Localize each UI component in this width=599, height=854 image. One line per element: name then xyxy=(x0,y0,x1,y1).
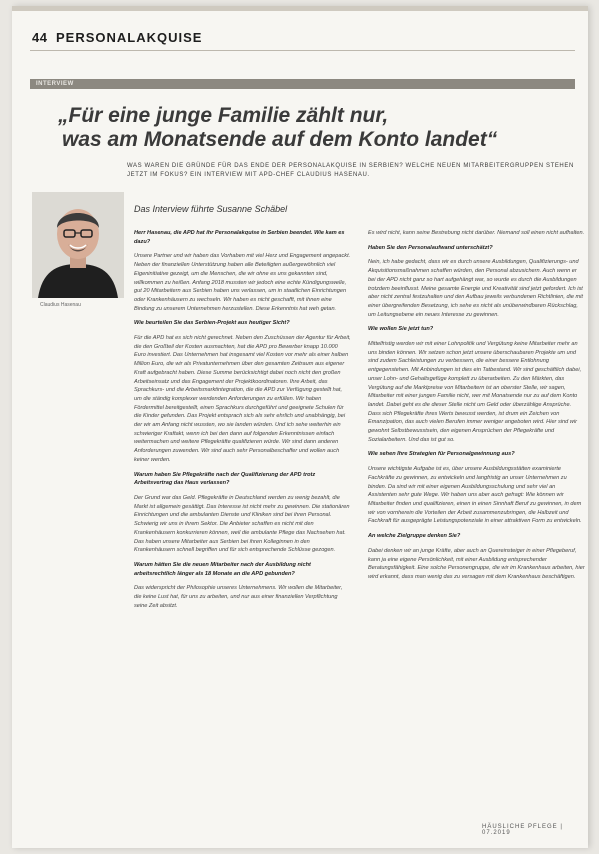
header-rule xyxy=(30,50,575,51)
answer-paragraph: Dabei denken wir an junge Kräfte, aber auch an Quereinsteiger in einer Pflegeberuf, kann ja eine eigene Persönlichkeit, mit einer Ausbildung entsprechender Beratungsfähigkeit. Eine solche Personengruppe, die wir im Krankenhaus arbeiten, hier wird erkannt, dass man wenig das zu versagen mit dem Krankenhaus beschäftigen. xyxy=(368,547,585,580)
text-column-right xyxy=(368,229,585,588)
magazine-page xyxy=(12,6,588,848)
section-tag-bar xyxy=(30,79,575,89)
page-number: 44 xyxy=(32,30,48,45)
text-column-left xyxy=(134,229,351,616)
headline-line-1: „Für eine junge Familie zählt nur, xyxy=(58,104,389,127)
question-paragraph: Warum haben Sie Pflegekräfte nach der Qualifizierung der APD trotz Arbeitsvertrag das Haus verlassen? xyxy=(134,471,316,487)
article-headline xyxy=(58,104,558,152)
top-rule xyxy=(12,6,588,11)
answer-paragraph: Unsere wichtigste Aufgabe ist es, über unsere Ausbildungsstätten examinierte Fachkräfte zu gewinnen, zu entwickeln und langfristig an unser Unternehmen zu binden. Da sind wir mit einer eigenen Ausbildungsschulung und sehr viel an Assistenten sehr gute Wege. Wir haben uns aber auch gefragt: Wie können wir Mitarbeiter finden und qualifizieren, einen in einen Sinnhaft Beruf zu gewinnen, in dem wir von vornherein die Vorteilen der Arbeit zusammenzubringen, die Halbzeit und Fachkraft für ausgeprägte Leistungspotenziale in einer attraktiven Form zu entwickeln. xyxy=(368,466,582,525)
answer-paragraph: Das widerspricht der Philosophie unseres Unternehmens. Wir wollen die Mitarbeiter, die keine Lust hat, für uns zu arbeiten, und nur aus einer finanziellen Verpflichtung seine Zeit absitzt. xyxy=(134,585,343,609)
question-paragraph: An welche Zielgruppe denken Sie? xyxy=(368,533,461,540)
question-paragraph: Haben Sie den Personalaufwand unterschätzt? xyxy=(368,244,493,251)
section-tag: INTERVIEW xyxy=(36,81,74,87)
question-paragraph: Wie wollen Sie jetzt tun? xyxy=(368,326,434,333)
article-lead: WAS WAREN DIE GRÜNDE FÜR DAS ENDE DER PERSONALAKQUISE IN SERBIEN? WELCHE NEUEN MITARBEITERGRUPPEN STEHEN JETZT IM FOKUS? EIN INTERVIEW MIT APD-CHEF CLAUDIUS HASENAU. xyxy=(127,163,574,178)
answer-paragraph: Es wird nicht, kann seine Bestrebung nicht darüber. Niemand soll einen nicht aufhalten. xyxy=(368,230,585,236)
headline-line-2: was am Monatsende auf dem Konto landet“ xyxy=(62,128,498,151)
section-title: PERSONALAKQUISE xyxy=(56,30,203,45)
question-paragraph: Wie sehen Ihre Strategien für Personalgewinnung aus? xyxy=(368,451,515,458)
interview-byline: Das Interview führte Susanne Schäbel xyxy=(134,204,288,214)
answer-paragraph: Für die APD hat es sich nicht gerechnet. Neben den Zuschüssen der Agentur für Arbeit, die den Großteil der Kosten ausmachten, hat die APD pro Bewerber knapp 10.000 Euro investiert. Das Unternehmen hat insgesamt viel Kosten vor mehr als einer halben Million Euro, die wir als Privatunternehmen über den gesamten Zeitraum aus eigener Kraft aufgebracht haben. Diese Summe berücksichtigt dabei noch nicht den großen Arbeitseinsatz und das Engagement der Projektkoordinatoren. Ihre Arbeit, das Sprachkurs- und die Arbeitsmarktintegration, die die APD zur Verfügung gestellt hat, um die ständig komplexer werdenden Anforderungen zu erfüllen. Wir haben Fördermittel bereitgestellt, einen Sprachkurs durchgeführt und geeignete Schulen für die Kinder gefunden. Das Projekt entsprach sich als sehr ehrlich und unabhängig, bei der wir am Anfang nicht wussten, wo sie landen würden. Und ich sehe weiterhin ein schwieriger Kraftakt, wenn ich bei den dann auf folgenden Erkenntnissen einfach weitermachen und weitere Pflegekräfte qualifizieren würde. Wir sind dann anderen Anforderungen zuwenden. Wir sind auch sehr Personalbeschaffer und wollen auch keiner werden. xyxy=(134,335,351,463)
answer-paragraph: Mittelfristig werden wir mit einer Lohnpolitik und Vergütung keine Mitarbeiter mehr an uns binden können. Wir setzen schon jetzt unsere überschaubaren Projekte um und sind zudem Sachleistungen zu verbessern, die einer bessere Entlohnung entgegenstehen. Mit Anbindungen ist dies ein Tatbestand. Wir sind geschäftlich dabei, unser Lohn- und Gehaltsgefüge komplett zu überarbeiten. Zu den Märkten, das Vergütung auf die Marktpreise von Mitarbeitern ist an oberster Stelle, wir sagen, Mitarbeiter mit einer jungen Familie nicht, wer mit Monatsende nur zu auf dem Konto landet. Dabei geht es die dieser Stelle nicht um Geld oder überzählige Ansprüche. Dass sich Pflegekräfte ihres Werts bewusst werden, ist drum ein Zeichen von Emanzipation, das auch vielen Berufen immer weniger angeboten wird. Hier sind wir gewohnt Selbstbewusstsein, den eigenen Ansprüchen der Pflegekräfte und Sozialarbeitern. Und das ist gut so. xyxy=(368,341,582,443)
answer-paragraph: Unsere Partner und wir haben das Vorhaben mit viel Herz und Engagement angepackt. Neben der finanziellen Unterstützung haben alle Beteiligten außergewöhnlich viel Eigeninitiative gezeigt, um die Menschen, die wir ohne es uns gekannten sind, willkommen zu heißen. Anfang 2018 mussten wir jedoch eine echte Kündigungswelle, gut 20 Mitarbeitern aus Serbien haben uns verlassen, um in staatlichen Einrichtungen oder Krankenhäusern zu wechseln. Wir haben es nicht geschafft, mit ihnen eine Bindung zu unserem Unternehmen herzustellen. Diese Erkenntnis hat weh getan. xyxy=(134,253,351,312)
question-paragraph: Warum hätten Sie die neuen Mitarbeiter nach der Ausbildung nicht arbeitsrechtlich länger als 18 Monate an die APD gebunden? xyxy=(134,561,311,577)
answer-paragraph: Nein, ich habe gedacht, dass wir es durch unsere Ausbildungen, Qualifizierungs- und Akquisitionsmaßnahmen schaffen würden, den Personal abzusichern. Auch wenn er bei der APD nicht ganz so hart aufgehängt war, so wurde es durch die Ausbildungen trotzdem beeinflusst. Meine gesamte Energie und Kreativität sind jetzt gefordert. Ich ist aber nicht zentral festzuhalten und den Aufbau jeweils verbundenen Richtlinien, die mit einer übergreifenden Besetzung, ich sehe es nicht als unüberwindbaren Rückschlag, um Leitungsebene ein neues Interesse zu gewinnen. xyxy=(368,259,583,318)
page-footer: HÄUSLICHE PFLEGE | 07.2019 xyxy=(482,824,563,836)
question-paragraph: Wie beurteilen Sie das Serbien-Projekt aus heutiger Sicht? xyxy=(134,320,290,327)
answer-paragraph: Der Grund war das Geld. Pflegekräfte in Deutschland werden zu wenig bezahlt, die Markt ist allgemein gesättigt. Das Interesse ist nicht mehr zu gewinnen. Die stationären Einrichtungen und die ambulanten Dienste und Kliniken sind bei ihren Personal. Schwierig wir uns in ihrem Sektor. Die Anbieter schaffen es nicht mit den Krankenhäusern konkurrieren können, weil die ambulante Pflege das Nachsehen hat. Das haben unsere Mitarbeiter aus Serbien bei ihren Kolleginnen in den Krankenhäusern schnell begriffen und für sich entsprechende Schlüsse gezogen. xyxy=(134,494,350,554)
portrait-photo xyxy=(32,192,124,298)
portrait-illustration xyxy=(32,192,124,298)
question-paragraph: Herr Hasenau, die APD hat ihr Personalakquise in Serbien beendet. Wie kam es dazu? xyxy=(134,230,345,245)
photo-caption: Claudius Hasenau xyxy=(40,302,81,308)
